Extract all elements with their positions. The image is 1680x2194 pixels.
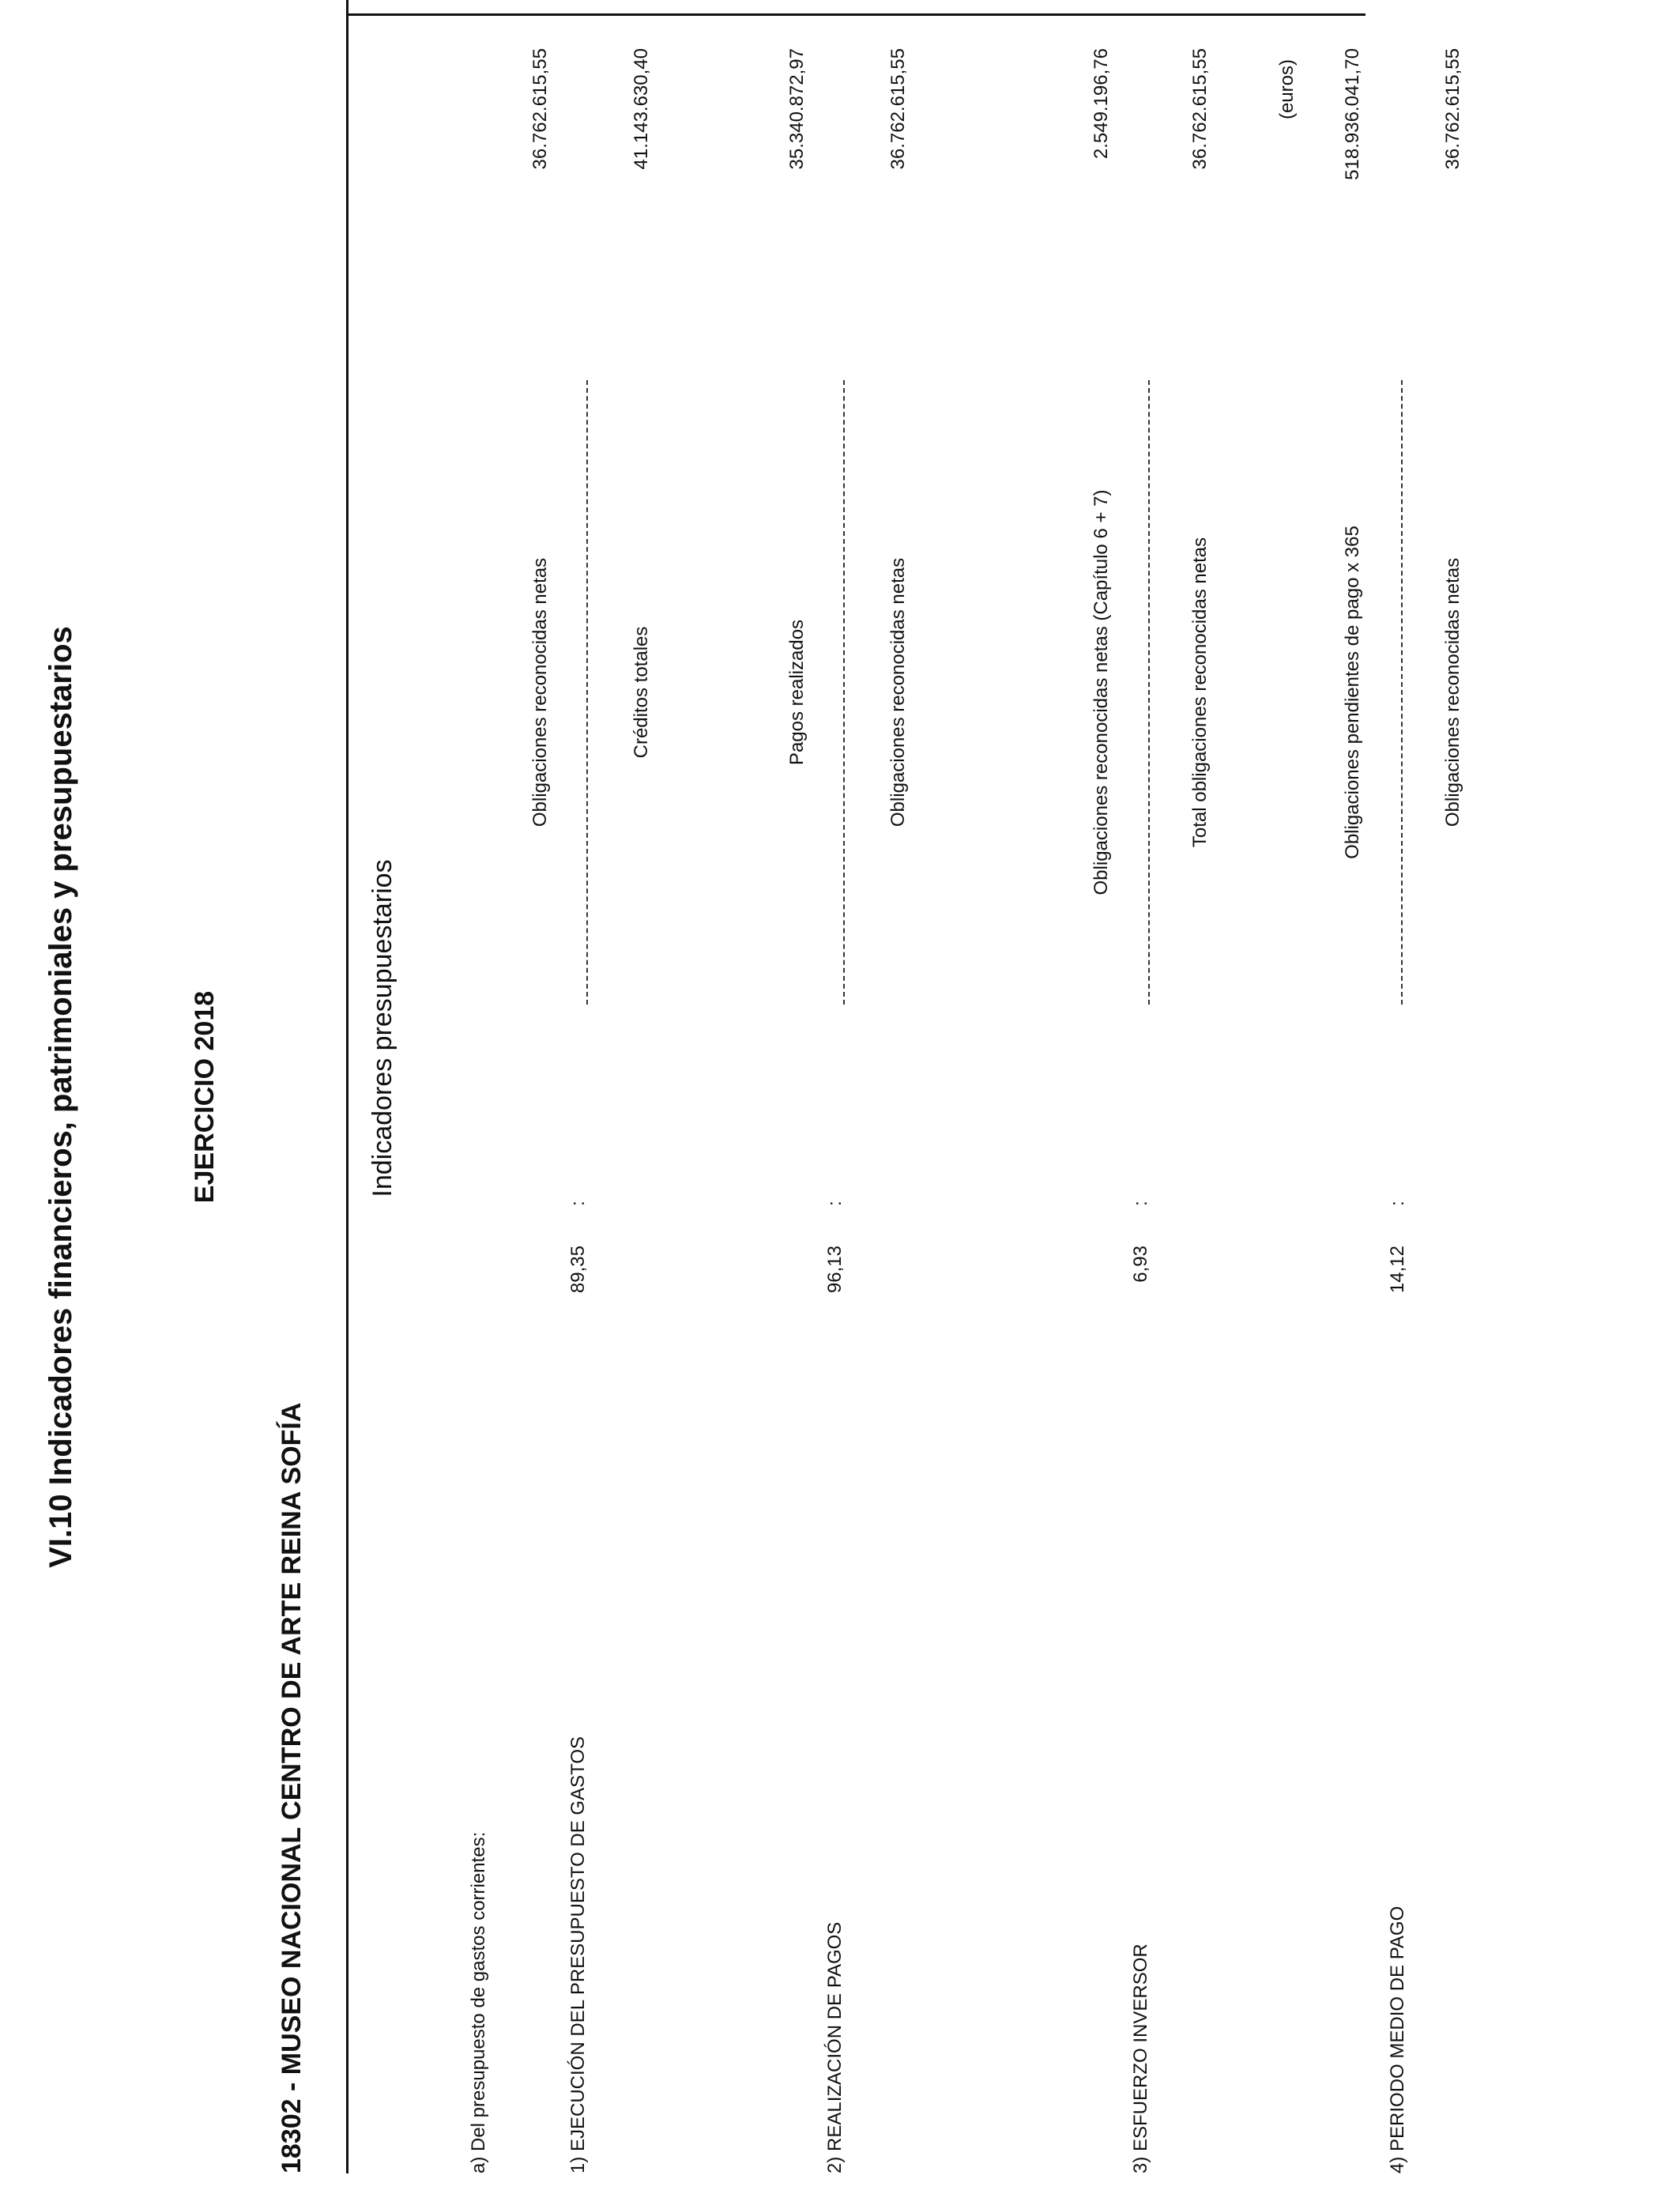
fraction-line: [586, 380, 588, 1005]
entity-name: 18302 - MUSEO NACIONAL CENTRO DE ARTE REINA SOFÍA: [277, 1402, 307, 2173]
indicator-value: 96,13: [824, 1246, 846, 1294]
right-divider: [346, 13, 1365, 16]
numerator-label: Obligaciones reconocidas netas (Capítulo 6 + 7): [1090, 489, 1112, 895]
header-divider: [346, 0, 348, 2173]
numerator-label: Obligaciones reconocidas netas: [529, 557, 551, 827]
indicator-colon: :: [1387, 1201, 1408, 1206]
section-title: Indicadores presupuestarios: [367, 859, 397, 1197]
indicator-label: 1) EJECUCIÓN DEL PRESUPUESTO DE GASTOS: [567, 1736, 589, 2173]
numerator-amount: 518.936.041,70: [1342, 48, 1363, 180]
fraction-line: [843, 380, 845, 1005]
numerator-amount: 2.549.196,76: [1090, 48, 1112, 160]
denominator-label: Total obligaciones reconocidas netas: [1189, 537, 1211, 848]
indicator-value: 6,93: [1130, 1246, 1151, 1283]
document-title: VI.10 Indicadores financieros, patrimoniales y presupuestarios: [43, 626, 78, 1568]
indicator-colon: :: [567, 1201, 589, 1206]
indicator-label: 4) PERIODO MEDIO DE PAGO: [1387, 1906, 1408, 2173]
denominator-amount: 36.762.615,55: [1189, 48, 1211, 170]
subsection-label: a) Del presupuesto de gastos corrientes:: [468, 1831, 489, 2173]
indicator-value: 89,35: [567, 1246, 589, 1294]
numerator-label: Obligaciones pendientes de pago x 365: [1342, 526, 1363, 859]
exercise-year: EJERCICIO 2018: [190, 990, 220, 1204]
fraction-line: [1148, 380, 1150, 1005]
numerator-amount: 36.762.615,55: [529, 48, 551, 170]
denominator-label: Obligaciones reconocidas netas: [887, 557, 909, 827]
denominator-amount: 36.762.615,55: [1442, 48, 1463, 170]
indicator-colon: :: [824, 1201, 846, 1206]
denominator-amount: 41.143.630,40: [631, 48, 652, 170]
denominator-label: Obligaciones reconocidas netas: [1442, 557, 1463, 827]
denominator-amount: 36.762.615,55: [887, 48, 909, 170]
indicator-label: 2) REALIZACIÓN DE PAGOS: [824, 1921, 846, 2173]
numerator-label: Pagos realizados: [786, 619, 808, 766]
numerator-amount: 35.340.872,97: [786, 48, 808, 170]
units-label: (euros): [1276, 58, 1298, 119]
fraction-line: [1401, 380, 1403, 1005]
indicator-label: 3) ESFUERZO INVERSOR: [1130, 1943, 1151, 2173]
denominator-label: Créditos totales: [631, 626, 652, 759]
indicator-colon: :: [1130, 1201, 1151, 1206]
indicator-value: 14,12: [1387, 1246, 1408, 1294]
